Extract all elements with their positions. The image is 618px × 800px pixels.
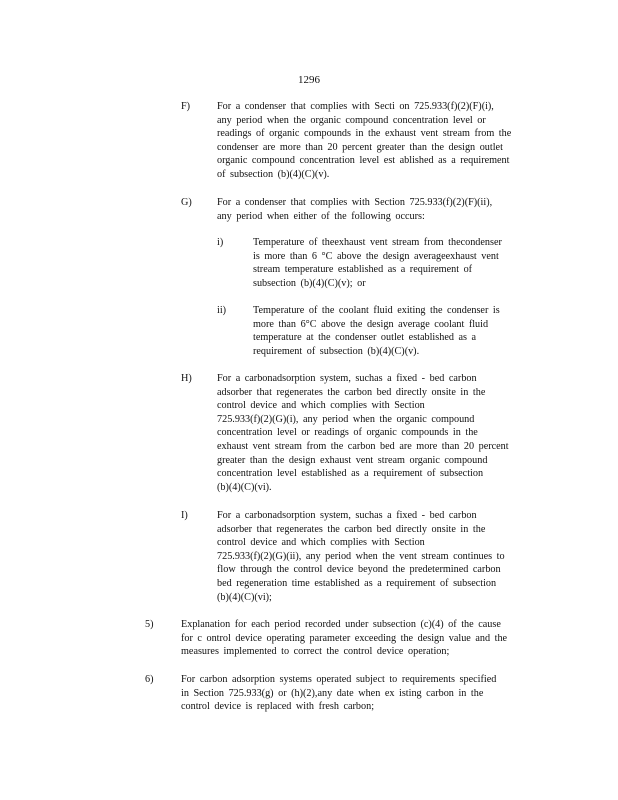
item-text: [253, 236, 528, 290]
text-line: flow through the control device beyond the predetermined carbon: [217, 564, 501, 576]
item-label: i): [217, 237, 224, 248]
text-line: Temperature of theexhaust vent stream from thecondenser: [253, 237, 502, 248]
text-line: bed regeneration time established as a requirement of subsection: [217, 577, 497, 589]
text-line: (b)(4)(C)(vi).: [217, 481, 272, 493]
text-line: 725.933(f)(2)(G)(i), any period when the organic compound: [217, 413, 475, 425]
text-line: more than 6°C above the design average coolant fluid: [253, 318, 489, 330]
text-line: For a carbonadsorption system, suchas a fixed - bed carbon: [217, 373, 477, 384]
text-line: For a carbonadsorption system, suchas a fixed - bed carbon: [217, 510, 477, 521]
text-line: is more than 6 °C above the design averageexhaust vent: [253, 250, 499, 262]
text-line: control device and which complies with Section: [217, 400, 425, 412]
text-line: 725.933(f)(2)(G)(ii), any period when the vent stream continues to: [217, 550, 505, 562]
text-line: greater than the design exhaust vent stream organic compound: [217, 454, 488, 466]
item-label: ii): [217, 305, 227, 316]
text-line: requirement of subsection (b)(4)(C)(v).: [253, 345, 420, 357]
item-text: [217, 372, 542, 494]
item-label: I): [181, 510, 188, 521]
text-line: control device and which complies with Section: [217, 537, 425, 549]
item-text: [181, 673, 516, 714]
text-line: measures implemented to correct the control device operation;: [181, 646, 450, 658]
text-line: adsorber that regenerates the carbon bed directly onsite in the: [217, 523, 486, 535]
item-text: [253, 304, 528, 358]
text-line: in Section 725.933(g) or (h)(2),any date when ex isting carbon in the: [181, 687, 484, 699]
text-line: condenser are more than 20 percent greater than the design outlet: [217, 141, 503, 153]
text-line: control device is replaced with fresh carbon;: [181, 701, 375, 713]
text-line: For a condenser that complies with Section 725.933(f)(2)(F)(ii),: [217, 197, 493, 208]
text-line: exhaust vent stream from the carbon bed are more than 20 percent: [217, 440, 509, 452]
text-line: subsection (b)(4)(C)(v); or: [253, 277, 366, 289]
text-line: any period when either of the following occurs:: [217, 210, 425, 222]
item-text: [217, 100, 542, 182]
item-text: [217, 196, 537, 223]
text-line: concentration level established as a requirement of subsection: [217, 468, 484, 480]
text-line: for c ontrol device operating parameter exceeding the design value and the: [181, 632, 508, 644]
item-label: F): [181, 101, 191, 112]
item-label: 6): [145, 674, 154, 685]
text-line: concentration level or readings of organic compounds in the: [217, 427, 478, 439]
text-line: adsorber that regenerates the carbon bed directly onsite in the: [217, 386, 486, 398]
page-number: 1296: [298, 74, 320, 86]
text-line: Temperature of the coolant fluid exiting the condenser is: [253, 305, 500, 316]
text-line: stream temperature established as a requirement of: [253, 264, 473, 276]
text-line: organic compound concentration level est ablished as a requirement: [217, 155, 510, 167]
text-line: readings of organic compounds in the exhaust vent stream from the: [217, 128, 512, 140]
text-line: any period when the organic compound concentration level or: [217, 114, 486, 126]
text-line: For carbon adsorption systems operated subject to requirements specified: [181, 674, 497, 685]
text-line: Explanation for each period recorded under subsection (c)(4) of the cause: [181, 619, 501, 630]
item-label: H): [181, 373, 192, 384]
text-line: of subsection (b)(4)(C)(v).: [217, 168, 330, 180]
text-line: temperature at the condenser outlet established as a: [253, 332, 477, 344]
item-label: G): [181, 197, 192, 208]
item-text: [181, 618, 539, 659]
text-line: For a condenser that complies with Secti on 725.933(f)(2)(F)(i),: [217, 101, 494, 112]
item-text: [217, 509, 542, 604]
item-label: 5): [145, 619, 154, 630]
text-line: (b)(4)(C)(vi);: [217, 591, 272, 603]
